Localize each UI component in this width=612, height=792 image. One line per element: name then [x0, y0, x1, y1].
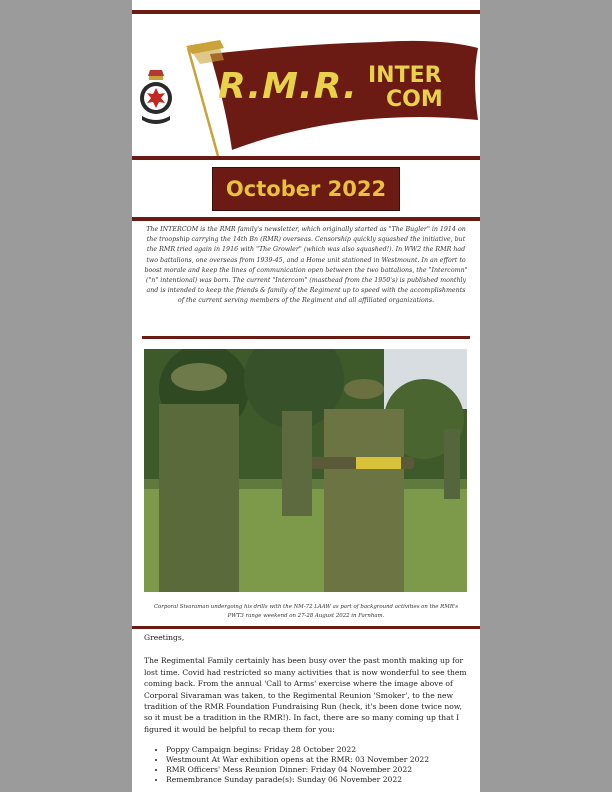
greeting: Greetings,: [144, 633, 185, 642]
newsletter-page: [132, 0, 480, 792]
letter-paragraph: The Regimental Family certainly has been busy over the past month making up for lost time. Covid had restricted so many activities that is now wonderful to see them coming back. From the annual 'Call to Arms' exercise where the image above of Corporal Sivaraman was taken, to the Regimental Reunion 'Smoker', to the new tradition of the RMR Foundation Fundraising Run (heck, it's been done twice now, so it must be a tradition in the RMR!). In fact, there are so many coming up that I figured it would be helpful to recap them for you:: [144, 656, 467, 734]
soldiers-training-photo: [144, 349, 467, 592]
caption-rule: [132, 626, 480, 629]
masthead-title-inter: INTER: [368, 63, 442, 88]
month-rule: [132, 217, 480, 221]
letter-body: [144, 632, 470, 785]
masthead-title-com: COM: [386, 87, 443, 112]
list-item: • RMR Officers' Mess Reunion Dinner: Friday 04 November 2022: [166, 765, 470, 775]
masthead-rule: [132, 156, 480, 160]
top-rule: [132, 10, 480, 14]
masthead: [132, 20, 480, 155]
list-item: • Poppy Campaign begins: Friday 28 October 2022: [166, 745, 470, 755]
events-list: [144, 745, 470, 785]
issue-month: October 2022: [212, 167, 400, 211]
regimental-crest-icon: [138, 68, 174, 130]
masthead-title: R.M.R.: [218, 66, 358, 107]
intro-text: The INTERCOM is the RMR family's newsletter, which originally started as "The Bugler" in 1914 on the troopship carrying the 14th Bn (RMR) overseas. Censorship quickly squashed the initiative, but the RMR tried again in 1916 with "The Growler" (which was also squashed!). In WW2 the RMR had two battalions, one overseas from 1939-45, and a Home unit stationed in Westmount. In an effort to boost morale and keep the lines of communication open between the two battalions, the "Intercomn" ("n" intentional) was born. The current "Intercom" (masthead from the 1950's) is published monthly and is intended to keep the friends & family of the Regiment up to speed with the accomplishments of the current serving members of the Regiment and all affiliated organizations.: [144, 226, 468, 305]
list-item: • Westmount At War exhibition opens at the RMR: 03 November 2022: [166, 755, 470, 765]
list-item: • Remembrance Sunday parade(s): Sunday 06 November 2022: [166, 775, 470, 785]
intro-rule: [142, 336, 470, 339]
photo-caption: Corporal Sivaraman undergoing his drills with the NM-72 LAAW as part of background activities on the RMR's PWT3 range weekend on 27-28 August 2022 in Farnham.: [153, 604, 459, 619]
